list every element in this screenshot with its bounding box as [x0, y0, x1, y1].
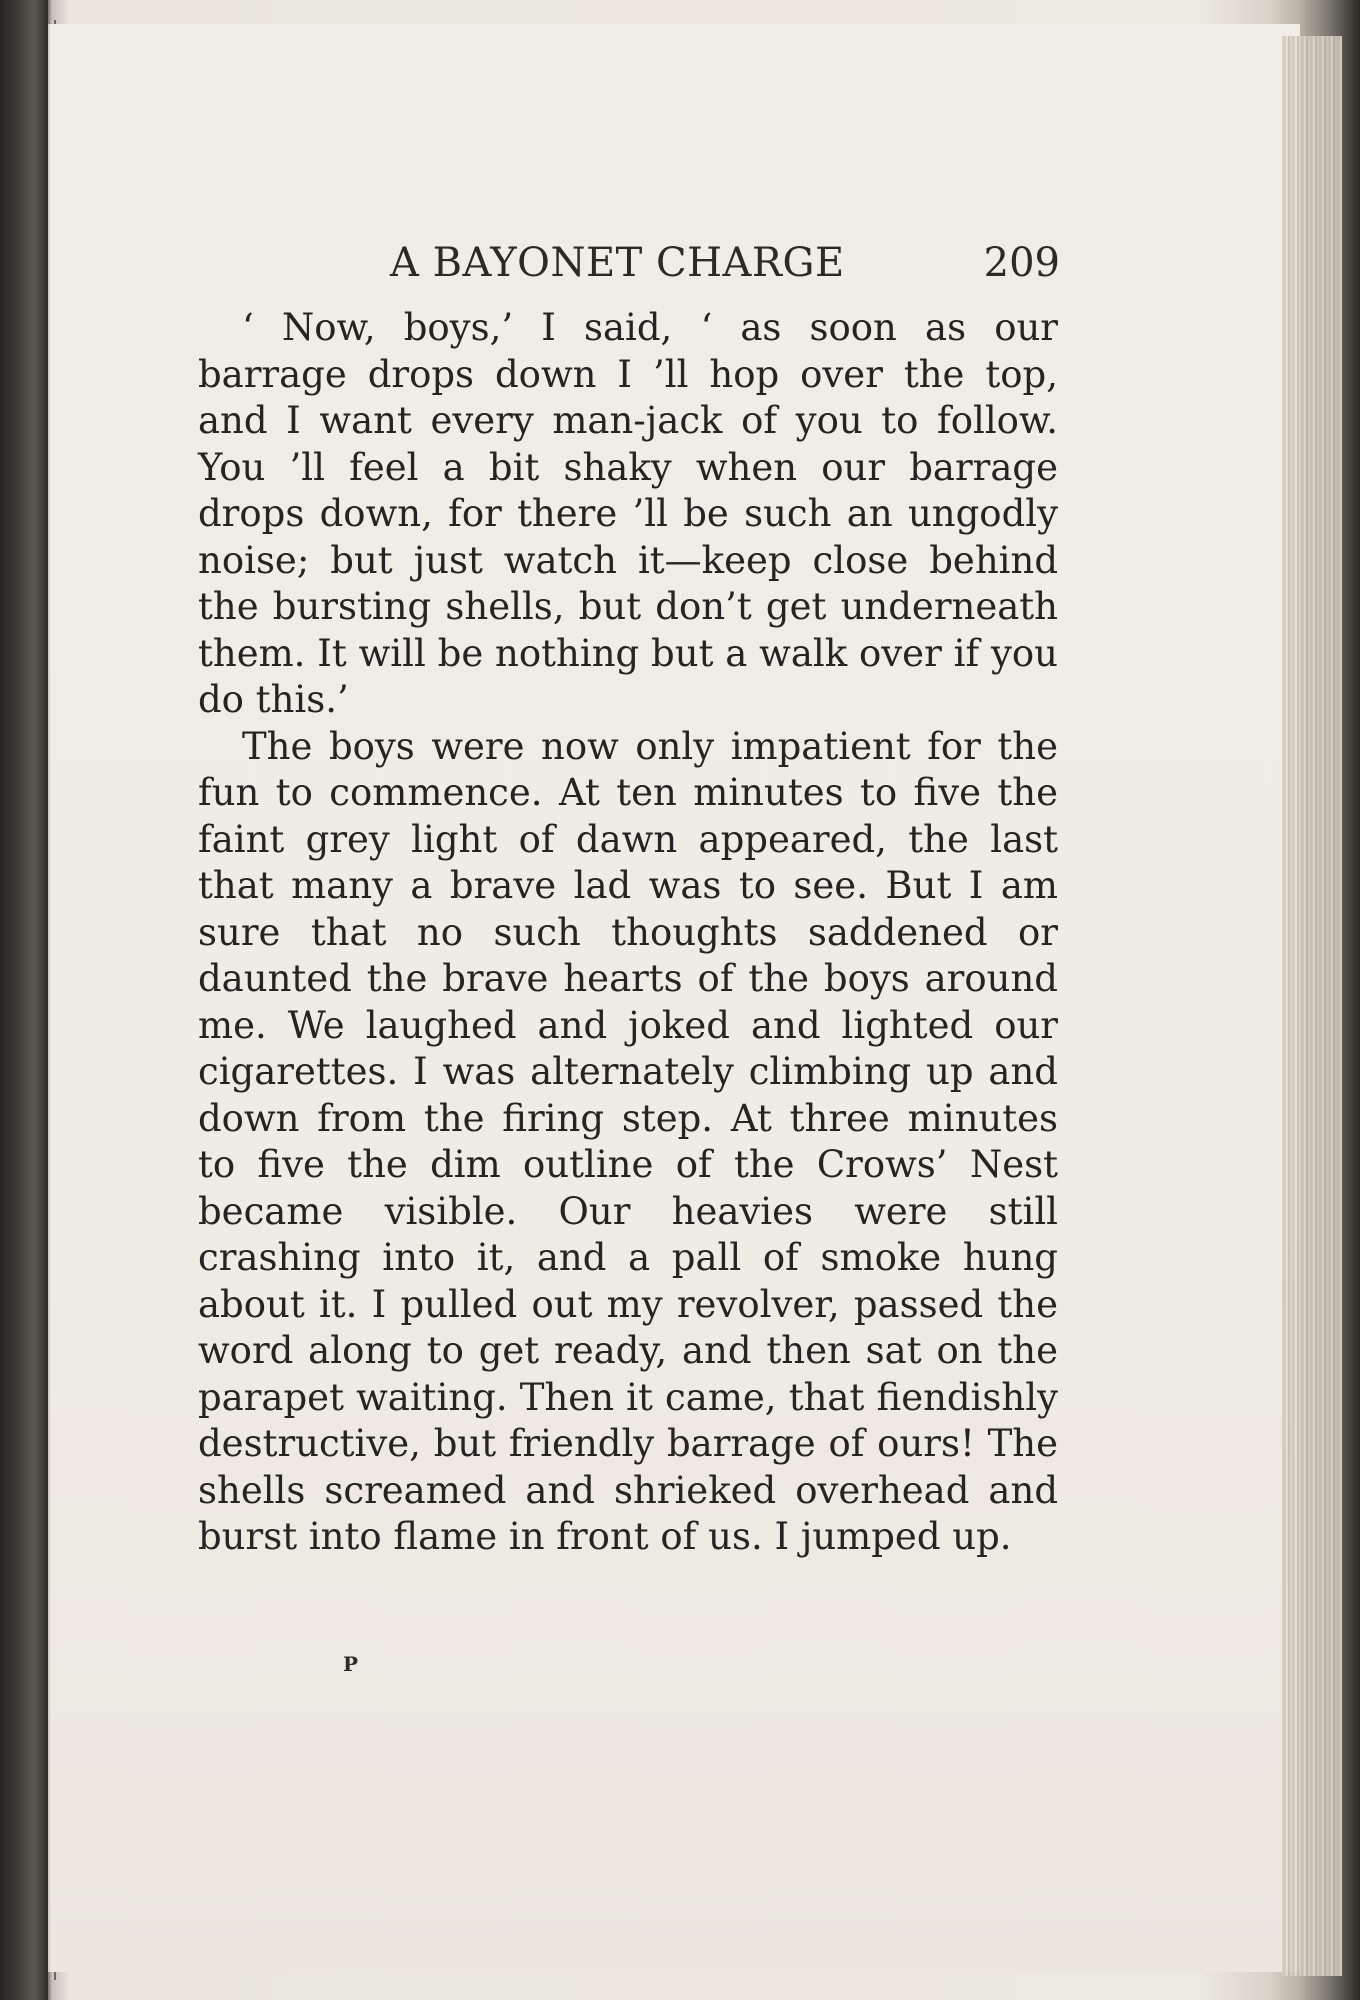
paragraph-2: The boys were now only impatient for the fun to commence. At ten minutes to five the faint grey light of dawn appeared, the last that many a brave lad was to see. But I am sure that no such thoughts saddened or daunted the brave hearts of the boys around me. We laughed and joked and lighted our cigarettes. I was alternately climbing up and down from the firing step. At three minutes to five the dim outline of the Crows’ Nest became visible. Our heavies were still crashing into it, and a pall of smoke hung about it. I pulled out my revolver, passed the word along to get ready, and then sat on the parapet waiting. Then it came, that fiendishly destructive, but friendly barrage of ours! The shells screamed and shrieked overhead and burst into flame in front of us. I jumped up.: [198, 724, 1058, 1558]
page-header: [390, 240, 1060, 300]
paragraph-1: ‘ Now, boys,’ I said, ‘ as soon as our barrage drops down I ’ll hop over the top, and I want every man-jack of you to follow. You ’ll feel a bit shaky when our barrage drops down, for there ’ll be such an ungodly noise; but just watch it—keep close behind the bursting shells, but don’t get underneath them. It will be nothing but a walk over if you do this.’: [198, 306, 1058, 721]
page-body: [198, 305, 1058, 1561]
signature-mark: P: [343, 1652, 359, 1676]
page-stack-edge: [1282, 36, 1342, 1976]
binding-edge: [0, 0, 48, 2000]
page-number: 209: [983, 240, 1060, 286]
running-head: A BAYONET CHARGE: [390, 240, 845, 286]
